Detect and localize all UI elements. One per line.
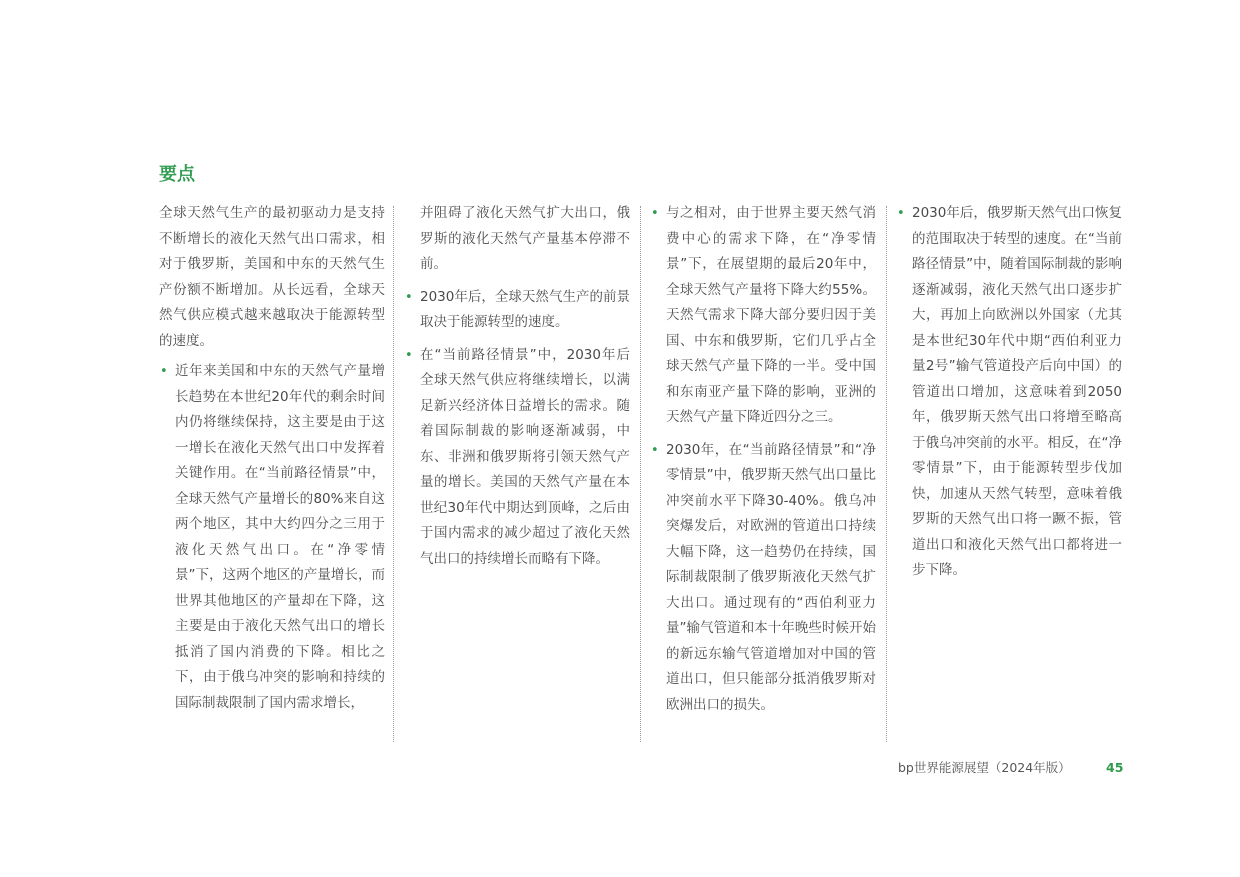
intro-paragraph: 全球天然气生产的最初驱动力是支持不断增长的液化天然气出口需求，相对于俄罗斯，美国和中东的天然气生产份额不断增加。从长远看，全球天然气供应模式越来越取决于能源转型的速度。 — [159, 205, 385, 349]
bullet-dot: • — [651, 442, 659, 458]
bullet-item — [650, 438, 876, 719]
column-1 — [159, 201, 385, 741]
bullet-dot: • — [405, 289, 413, 305]
column-2 — [404, 201, 630, 741]
column-divider — [886, 206, 887, 742]
bullet-dot: • — [160, 364, 168, 379]
bullet-item — [404, 285, 630, 336]
continued-paragraph: 并阻碍了液化天然气扩大出口，俄罗斯的液化天然气产量基本停滞不前。 — [420, 205, 630, 272]
footer-publication: bp世界能源展望（2024年版） — [898, 760, 1071, 775]
column-3 — [650, 201, 876, 741]
page-title: 要点 — [159, 164, 195, 185]
bullet-item — [404, 343, 630, 573]
bullet-text: 在“当前路径情景”中，2030年后全球天然气供应将继续增长，以满足新兴经济体日益增长的需求。随着国际制裁的影响逐渐减弱，中东、非洲和俄罗斯将引领天然气产量的增长。美国的天然气产量在本世纪30年代中期达到顶峰，之后由于国内需求的减少超过了液化天然气出口的持续增长而略有下降。 — [420, 346, 630, 567]
bullet-item — [159, 359, 385, 716]
bullet-text: 2030年后，全球天然气生产的前景取决于能源转型的速度。 — [420, 288, 630, 330]
bullet-dot: • — [651, 206, 659, 221]
bullet-text: 近年来美国和中东的天然气产量增长趋势在本世纪20年代的剩余时间内仍将继续保持，这主要是由于这一增长在液化天然气出口中发挥着关键作用。在“当前路径情景”中，全球天然气产量增长的80%来自这两个地区，其中大约四分之三用于液化天然气出口。在“净零情景”下，这两个地区的产量增长，而世界其他地区的产量却在下降，这主要是由于液化天然气出口的增长抵消了国内消费的下降。相比之下，由于俄乌冲突的影响和持续的国际制裁限制了国内需求增长， — [175, 363, 385, 711]
bullet-dot: • — [405, 347, 413, 363]
bullet-item — [896, 201, 1122, 584]
bullet-text: 2030年，在“当前路径情景”和“净零情景”中，俄罗斯天然气出口量比冲突前水平下降30-40%。俄乌冲突爆发后，对欧洲的管道出口持续大幅下降，这一趋势仍在持续，国际制裁限制了俄罗斯液化天然气扩大出口。通过现有的“西伯利亚力量”输气管道和本十年晚些时候开始的新远东输气管道增加对中国的管道出口，但只能部分抵消俄罗斯对欧洲出口的损失。 — [666, 441, 876, 713]
column-divider — [640, 206, 641, 742]
bullet-text: 与之相对，由于世界主要天然气消费中心的需求下降，在“净零情景”下，在展望期的最后20年中，全球天然气产量将下降大约55%。天然气需求下降大部分要归因于美国、中东和俄罗斯，它们几乎占全球天然气产量下降的一半。受中国和东南亚产量下降的影响，亚洲的天然气产量下降近四分之三。 — [666, 205, 876, 425]
column-4 — [896, 201, 1122, 741]
page-number: 45 — [1106, 760, 1124, 775]
bullet-item — [650, 201, 876, 431]
bullet-dot: • — [897, 206, 905, 221]
bullet-text: 2030年后，俄罗斯天然气出口恢复的范围取决于转型的速度。在“当前路径情景”中，随着国际制裁的影响逐渐减弱，液化天然气出口逐步扩大，再加上向欧洲以外国家（尤其是本世纪30年代中期“西伯利亚力量2号”输气管道投产后向中国）的管道出口增加，这意味着到2050年，俄罗斯天然气出口将增至略高于俄乌冲突前的水平。相反，在“净零情景”下，由于能源转型步伐加快，加速从天然气转型，意味着俄罗斯的天然气出口将一蹶不振，管道出口和液化天然气出口都将进一步下降。 — [912, 205, 1122, 578]
column-divider — [393, 206, 394, 742]
